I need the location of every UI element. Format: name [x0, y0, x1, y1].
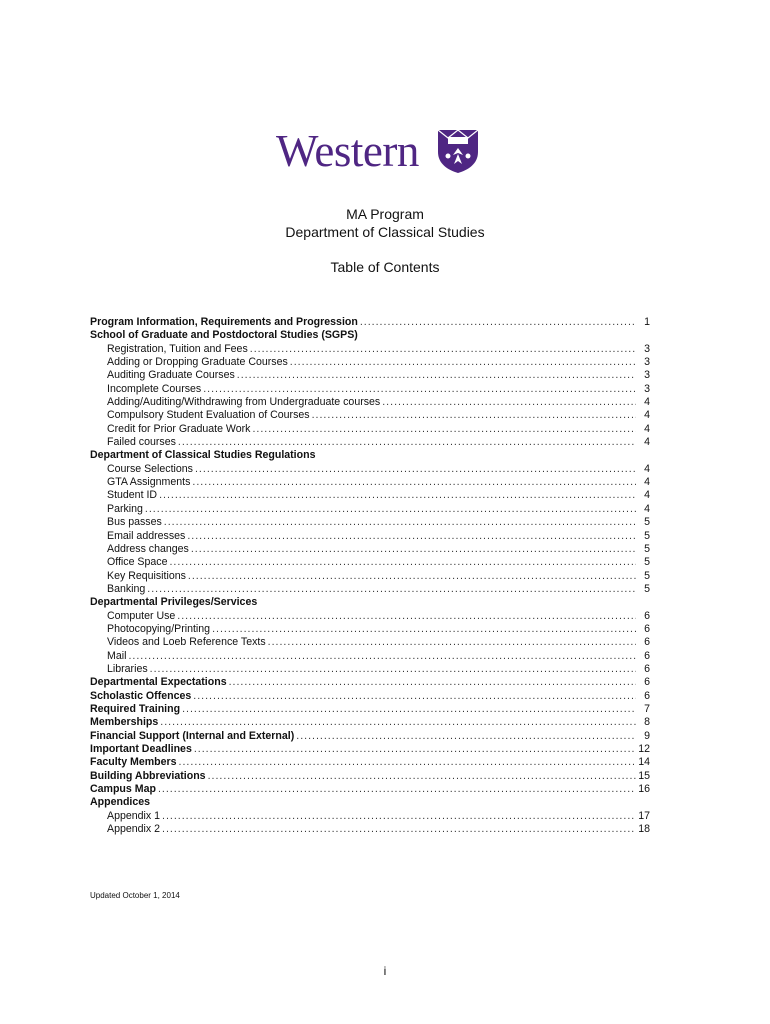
toc-entry-page: 12 [638, 743, 650, 755]
toc-entry-title: Building Abbreviations [90, 769, 206, 782]
toc-leader-dots [179, 756, 636, 769]
toc-entry-title: Failed courses [107, 436, 176, 449]
toc-entry[interactable] [90, 810, 650, 823]
toc-entry-title: Appendix 1 [107, 809, 161, 822]
toc-leader-dots [237, 369, 636, 382]
toc-entry-page: 17 [638, 809, 650, 822]
toc-entry[interactable] [90, 369, 650, 382]
toc-leader-dots [158, 783, 636, 796]
toc-entry[interactable] [90, 530, 650, 543]
toc-entry[interactable] [90, 730, 650, 743]
toc-entry-page: 7 [644, 702, 650, 715]
toc-entry-page: 6 [644, 609, 650, 622]
toc-leader-dots [191, 543, 636, 556]
toc-entry-page: 5 [644, 556, 650, 569]
toc-leader-dots [187, 530, 636, 543]
toc-leader-dots [177, 610, 636, 623]
toc-entry-title: Banking [107, 582, 146, 595]
toc-entry-page: 5 [644, 542, 650, 555]
toc-entry[interactable] [90, 583, 650, 596]
toc-entry-title: Important Deadlines [90, 743, 192, 755]
toc-entry-title: Departmental Privileges/Services [90, 596, 258, 609]
toc-entry-title: GTA Assignments [107, 476, 191, 489]
toc-entry[interactable] [90, 516, 650, 529]
toc-entry-page: 5 [644, 569, 650, 582]
toc-leader-dots [212, 623, 636, 636]
toc-entry-page: 5 [644, 582, 650, 595]
toc-leader-dots [160, 716, 636, 729]
toc-entry[interactable] [90, 383, 650, 396]
toc-entry[interactable] [90, 690, 650, 703]
toc-entry[interactable] [90, 663, 650, 676]
toc-entry-page: 18 [638, 823, 650, 836]
toc-heading: Table of Contents [330, 259, 440, 275]
toc-section-heading[interactable] [90, 796, 650, 809]
page-number: i [383, 964, 387, 978]
toc-entry-title: Department of Classical Studies Regulations [90, 449, 316, 462]
toc-entry-page: 4 [644, 436, 650, 449]
toc-entry-page: 5 [644, 516, 650, 529]
toc-entry-title: Email addresses [107, 529, 186, 542]
toc-entry[interactable] [90, 476, 650, 489]
toc-entry-title: Departmental Expectations [90, 676, 227, 689]
toc-entry-page: 6 [644, 662, 650, 675]
toc-leader-dots [208, 770, 636, 783]
toc-entry-page: 6 [644, 689, 650, 702]
toc-entry-title: Appendix 2 [107, 823, 161, 836]
table-of-contents [90, 316, 650, 836]
toc-entry-page: 4 [644, 476, 650, 489]
toc-entry[interactable] [90, 610, 650, 623]
toc-leader-dots [252, 423, 636, 436]
toc-entry-title: Registration, Tuition and Fees [107, 342, 248, 355]
toc-entry[interactable] [90, 436, 650, 449]
toc-entry-title: Parking [107, 502, 143, 515]
toc-entry-page: 4 [644, 489, 650, 502]
toc-entry[interactable] [90, 463, 650, 476]
toc-entry-title: Program Information, Requirements and Progression [90, 316, 358, 328]
toc-leader-dots [182, 703, 636, 716]
toc-leader-dots [360, 316, 636, 329]
toc-entry-page: 6 [644, 636, 650, 649]
toc-entry-title: Faculty Members [90, 756, 177, 769]
toc-entry-title: Course Selections [107, 462, 193, 475]
toc-entry[interactable] [90, 823, 650, 836]
toc-leader-dots [147, 583, 636, 596]
toc-leader-dots [203, 383, 636, 396]
toc-entry-title: Student ID [107, 489, 158, 502]
toc-entry-page: 6 [644, 676, 650, 689]
toc-entry-page: 6 [644, 649, 650, 662]
toc-entry-page: 4 [644, 409, 650, 422]
toc-entry-page: 6 [644, 622, 650, 635]
toc-entry-title: Scholastic Offences [90, 689, 192, 702]
toc-leader-dots [162, 823, 636, 836]
toc-leader-dots [194, 743, 636, 756]
toc-leader-dots [195, 463, 636, 476]
toc-entry-title: School of Graduate and Postdoctoral Studies (SGPS) [90, 329, 358, 342]
toc-entry-page: 8 [644, 716, 650, 729]
toc-leader-dots [169, 556, 636, 569]
toc-section-heading[interactable] [90, 329, 650, 342]
toc-entry[interactable] [90, 743, 650, 756]
toc-leader-dots [188, 570, 636, 583]
toc-entry-page: 4 [644, 396, 650, 409]
toc-entry-title: Address changes [107, 542, 189, 555]
toc-entry-page: 4 [644, 422, 650, 435]
western-logo [276, 126, 482, 176]
toc-entry[interactable] [90, 503, 650, 516]
toc-entry[interactable] [90, 570, 650, 583]
toc-entry-title: Memberships [90, 716, 159, 729]
toc-leader-dots [268, 636, 636, 649]
toc-entry-page: 4 [644, 502, 650, 515]
toc-entry-title: Videos and Loeb Reference Texts [107, 636, 266, 649]
toc-entry-title: Appendices [90, 796, 151, 809]
toc-entry-page: 3 [644, 342, 650, 355]
toc-entry-title: Credit for Prior Graduate Work [107, 422, 251, 435]
toc-leader-dots [193, 690, 636, 703]
logo-wordmark: Western [276, 126, 419, 176]
toc-entry[interactable] [90, 396, 650, 409]
crest-icon [436, 128, 480, 174]
toc-entry[interactable] [90, 770, 650, 783]
toc-entry[interactable] [90, 343, 650, 356]
program-title: MA Program [346, 206, 424, 222]
toc-entry-title: Photocopying/Printing [107, 622, 211, 635]
updated-date: Updated October 1, 2014 [90, 891, 180, 900]
toc-entry-page: 3 [644, 369, 650, 382]
toc-leader-dots [296, 730, 636, 743]
toc-entry[interactable] [90, 316, 650, 329]
toc-entry-page: 5 [644, 529, 650, 542]
toc-entry-page: 16 [638, 783, 650, 796]
toc-entry-title: Auditing Graduate Courses [107, 369, 235, 382]
toc-leader-dots [145, 503, 636, 516]
toc-leader-dots [382, 396, 636, 409]
department-title: Department of Classical Studies [285, 224, 485, 240]
toc-leader-dots [178, 436, 636, 449]
toc-leader-dots [250, 343, 636, 356]
toc-leader-dots [164, 516, 636, 529]
toc-entry-title: Financial Support (Internal and External) [90, 729, 295, 742]
toc-entry-page: 4 [644, 462, 650, 475]
toc-leader-dots [229, 676, 636, 689]
toc-leader-dots [150, 663, 636, 676]
toc-entry-page: 3 [644, 356, 650, 369]
toc-entry-title: Office Space [107, 556, 168, 569]
toc-entry[interactable] [90, 356, 650, 369]
toc-entry-title: Campus Map [90, 783, 156, 796]
toc-entry-title: Required Training [90, 702, 181, 715]
toc-section-heading[interactable] [90, 596, 650, 609]
toc-section-heading[interactable] [90, 449, 650, 462]
toc-entry-page: 9 [644, 729, 650, 742]
toc-entry[interactable] [90, 636, 650, 649]
toc-entry-title: Computer Use [107, 609, 176, 622]
toc-entry-title: Bus passes [107, 516, 162, 529]
toc-entry[interactable] [90, 423, 650, 436]
toc-leader-dots [192, 476, 636, 489]
toc-entry[interactable] [90, 489, 650, 502]
toc-entry-page: 1 [644, 316, 650, 328]
toc-entry[interactable] [90, 756, 650, 769]
toc-entry-title: Incomplete Courses [107, 382, 202, 395]
toc-entry[interactable] [90, 650, 650, 663]
toc-entry[interactable] [90, 543, 650, 556]
toc-leader-dots [162, 810, 636, 823]
toc-leader-dots [159, 489, 636, 502]
toc-leader-dots [128, 650, 636, 663]
toc-entry-page: 14 [638, 756, 650, 769]
toc-entry-title: Adding or Dropping Graduate Courses [107, 356, 288, 369]
toc-entry[interactable] [90, 409, 650, 422]
toc-entry-title: Compulsory Student Evaluation of Courses [107, 409, 310, 422]
toc-leader-dots [312, 409, 636, 422]
toc-entry-title: Adding/Auditing/Withdrawing from Undergraduate courses [107, 396, 381, 409]
toc-entry-title: Key Requisitions [107, 569, 186, 582]
toc-entry-title: Mail [107, 649, 127, 662]
toc-entry[interactable] [90, 623, 650, 636]
toc-entry[interactable] [90, 676, 650, 689]
toc-entry[interactable] [90, 556, 650, 569]
toc-entry-page: 15 [638, 769, 650, 782]
toc-leader-dots [290, 356, 636, 369]
toc-entry[interactable] [90, 716, 650, 729]
toc-entry-title: Libraries [107, 662, 148, 675]
toc-entry[interactable] [90, 703, 650, 716]
toc-entry[interactable] [90, 783, 650, 796]
toc-entry-page: 3 [644, 382, 650, 395]
